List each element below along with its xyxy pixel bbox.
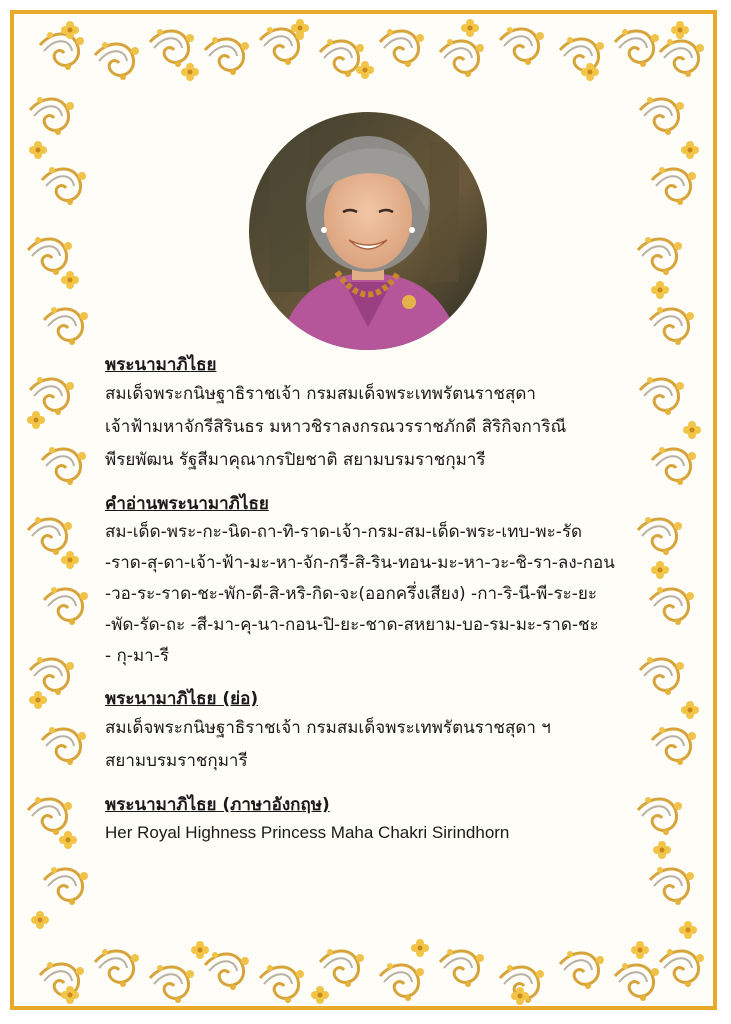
document-body: [105, 352, 665, 848]
pronunciation-line: - กุ-มา-รี: [105, 646, 169, 666]
pronunciation-line: -พัด-รัด-ถะ -สี-มา-คุ-นา-กอน-ปิ-ยะ-ชาด-สหยาม-บอ-รม-มะ-ราด-ชะ: [105, 615, 599, 635]
section-short-name: [105, 686, 665, 778]
section-title-short-name: พระนามาภิไธย (ย่อ): [105, 689, 259, 709]
section-title-english-name: พระนามาภิไธย (ภาษาอังกฤษ): [105, 795, 330, 815]
section-pronunciation: [105, 491, 665, 672]
pronunciation-line: สม-เด็ด-พระ-กะ-นิด-ถา-ทิ-ราด-เจ้า-กรม-สม-เด็ด-พระ-เทบ-พะ-รัด: [105, 522, 583, 542]
short-name-line: สยามบรมราชกุมารี: [105, 751, 248, 771]
short-name-line: สมเด็จพระกนิษฐาธิราชเจ้า กรมสมเด็จพระเทพรัตนราชสุดา ฯ: [105, 718, 551, 738]
section-title-pronunciation: คำอ่านพระนามาภิไธย: [105, 494, 269, 514]
royal-name-line: พีรยพัฒน รัฐสีมาคุณากรปิยชาติ สยามบรมราชกุมารี: [105, 450, 486, 470]
english-name-line: Her Royal Highness Princess Maha Chakri Sirindhorn: [105, 823, 510, 842]
royal-name-line: สมเด็จพระกนิษฐาธิราชเจ้า กรมสมเด็จพระเทพรัตนราชสุดา: [105, 384, 536, 404]
pronunciation-line: -ราด-สุ-ดา-เจ้า-ฟ้า-มะ-หา-จัก-กรี-สิ-ริน-ทอน-มะ-หา-วะ-ชิ-รา-ลง-กอน: [105, 553, 615, 573]
bottom-border-ornament: [40, 939, 704, 1005]
pronunciation-line: -วอ-ระ-ราด-ชะ-พัก-ดี-สิ-หริ-กิด-จะ(ออกครึ่งเสียง) -กา-ริ-นี-พี-ระ-ยะ: [105, 584, 598, 604]
royal-name-line: เจ้าฟ้ามหาจักรีสิรินธร มหาวชิราลงกรณวรราชภักดี สิริกิจการิณี: [105, 417, 567, 437]
left-border-ornament: [27, 97, 88, 929]
section-title-royal-name: พระนามาภิไธย: [105, 355, 217, 375]
section-royal-name: [105, 352, 665, 477]
portrait-photo: [249, 112, 487, 350]
top-border-ornament: [40, 19, 704, 81]
portrait-illustration: [249, 112, 487, 350]
section-english-name: [105, 792, 665, 848]
